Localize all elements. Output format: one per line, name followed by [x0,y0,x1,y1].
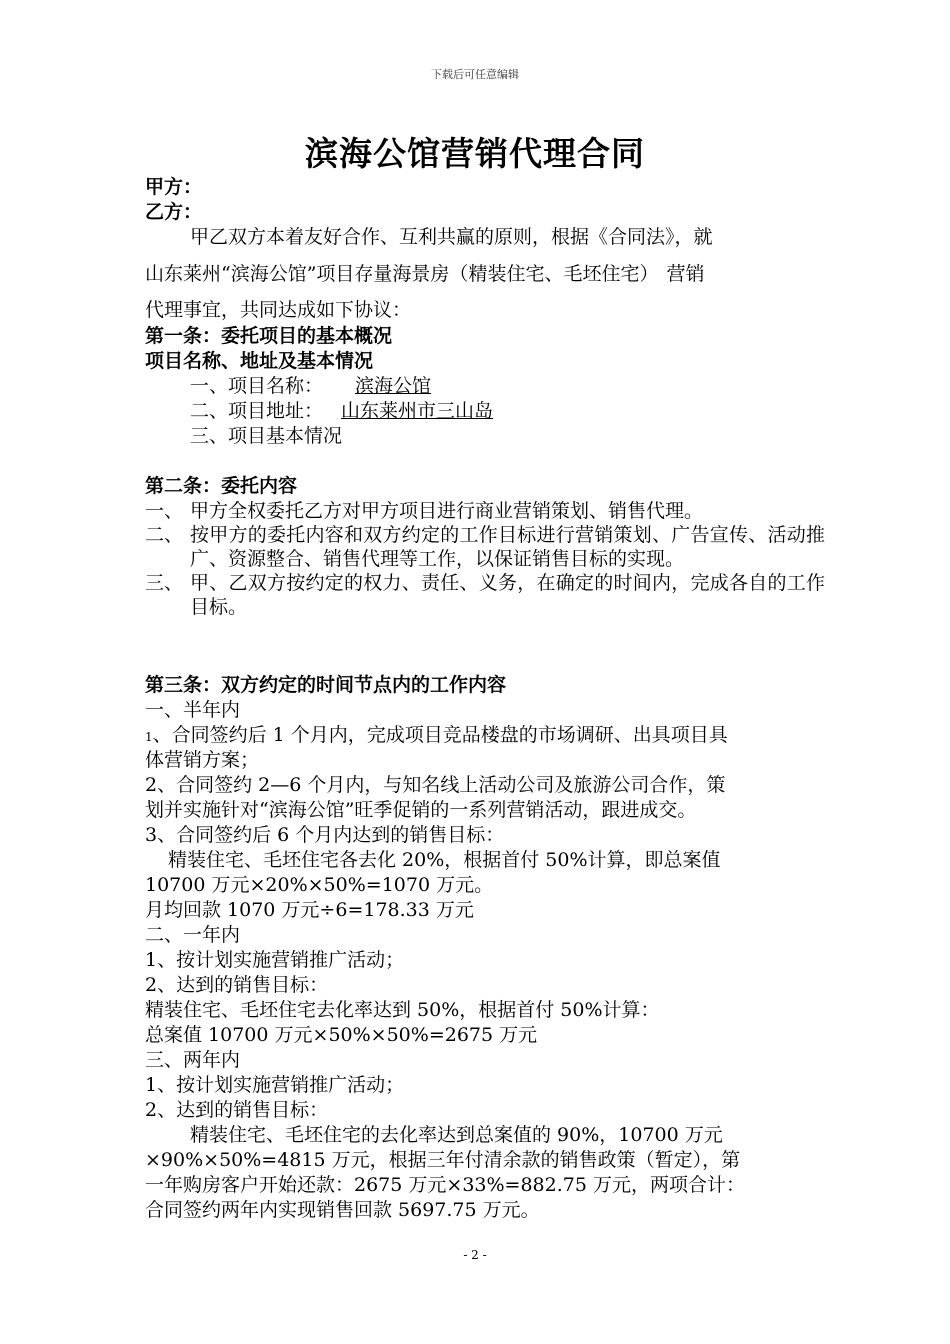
half-year-item-1-cont: 体营销方案； [145,749,260,771]
half-year-detail-3: 月均回款 1070 万元÷6=178.33 万元 [145,899,474,921]
half-year-heading: 一、半年内 [145,699,241,721]
party-a-label: 甲方： [145,176,203,198]
two-year-item-2: 2、达到的销售目标： [145,1099,329,1121]
project-name-value: 滨海公馆 [355,375,432,397]
list-item-text: 按甲方的委托内容和双方约定的工作目标进行营销策划、广告宣传、活动推广、资源整合、销售代理等工作，以保证销售目标的实现。 [190,524,825,570]
one-year-heading: 二、一年内 [145,924,241,946]
article-1-heading: 第一条：委托项目的基本概况 [145,325,393,347]
project-address-label: 二、项目地址： [190,400,324,422]
page-number: - 2 - [463,1248,487,1262]
article-1-item-2 [190,399,493,423]
half-year-detail-1: 精装住宅、毛坯住宅各去化 20%，根据首付 50%计算，即总案值 [168,849,721,871]
list-item-number: 一、 [145,500,184,522]
intro-line-2-c: 营销 [666,263,705,285]
list-item-text: 甲方全权委托乙方对甲方项目进行商业营销策划、销售代理。 [190,500,704,522]
half-year-item-2-line-2: 划并实施针对“滨海公馆”旺季促销的一系列营销活动，跟进成交。 [145,799,697,821]
project-address-value: 山东莱州市三山岛 [341,400,494,422]
intro-line-1: 甲乙双方本着友好合作、互利共赢的原则，根据《合同法》，就 [190,226,713,248]
article-2-heading: 第二条：委托内容 [145,475,298,497]
two-year-para-line-1: 精装住宅、毛坯住宅的去化率达到总案值的 90%，10700 万元 [190,1124,723,1146]
intro-line-2-a: 山东莱州“滨海公馆”项目存量海景房（ [145,263,469,285]
document-title: 滨海公馆营销代理合同 [305,134,645,173]
two-year-para-line-3: 一年购房客户开始还款：2675 万元×33%=882.75 万元，两项合计： [145,1174,745,1196]
intro-line-3: 代理事宜，共同达成如下协议： [145,299,412,321]
list-item-number: 三、 [145,572,184,594]
two-year-para-line-2: ×90%×50%=4815 万元，根据三年付清余款的销售政策（暂定），第 [145,1149,741,1171]
half-year-item-2-line-1: 2、合同签约 2—6 个月内，与知名线上活动公司及旅游公司合作，策 [145,774,726,796]
two-year-heading: 三、两年内 [145,1049,241,1071]
half-year-item-3: 3、合同签约后 6 个月内达到的销售目标： [145,824,505,846]
article-1-item-3: 三、项目基本情况 [190,425,343,447]
two-year-item-1: 1、按计划实施营销推广活动； [145,1074,405,1096]
article-3-heading: 第三条：双方约定的时间节点内的工作内容 [145,674,507,696]
project-name-label: 一、项目名称： [190,375,324,397]
list-item [145,499,825,523]
half-year-item-1 [145,723,728,749]
one-year-item-2: 2、达到的销售目标： [145,974,329,996]
list-item [145,571,825,619]
one-year-detail-1: 精装住宅、毛坯住宅去化率达到 50%，根据首付 50%计算： [145,999,660,1021]
list-item-text: 甲、乙双方按约定的权力、责任、义务，在确定的时间内，完成各自的工作目标。 [190,572,825,618]
half-year-item-1-number: 1 [145,730,153,744]
article-2-list [145,499,825,619]
article-1-subheading: 项目名称、地址及基本情况 [145,350,374,372]
party-b-label: 乙方： [145,201,203,223]
half-year-item-1-text: 、合同签约后 1 个月内，完成项目竞品楼盘的市场调研、出具项目具 [152,724,728,746]
half-year-detail-2: 10700 万元×20%×50%=1070 万元。 [145,874,494,896]
two-year-para-line-4: 合同签约两年内实现销售回款 5697.75 万元。 [145,1199,540,1221]
intro-line-2 [145,262,704,286]
intro-line-2-b: 精装住宅、毛坯住宅） [468,263,659,285]
article-1-item-1 [190,374,449,398]
list-item [145,523,825,571]
one-year-detail-2: 总案值 10700 万元×50%×50%=2675 万元 [145,1024,538,1046]
header-note: 下载后可任意编辑 [431,68,519,81]
one-year-item-1: 1、按计划实施营销推广活动； [145,949,405,971]
list-item-number: 二、 [145,524,184,546]
